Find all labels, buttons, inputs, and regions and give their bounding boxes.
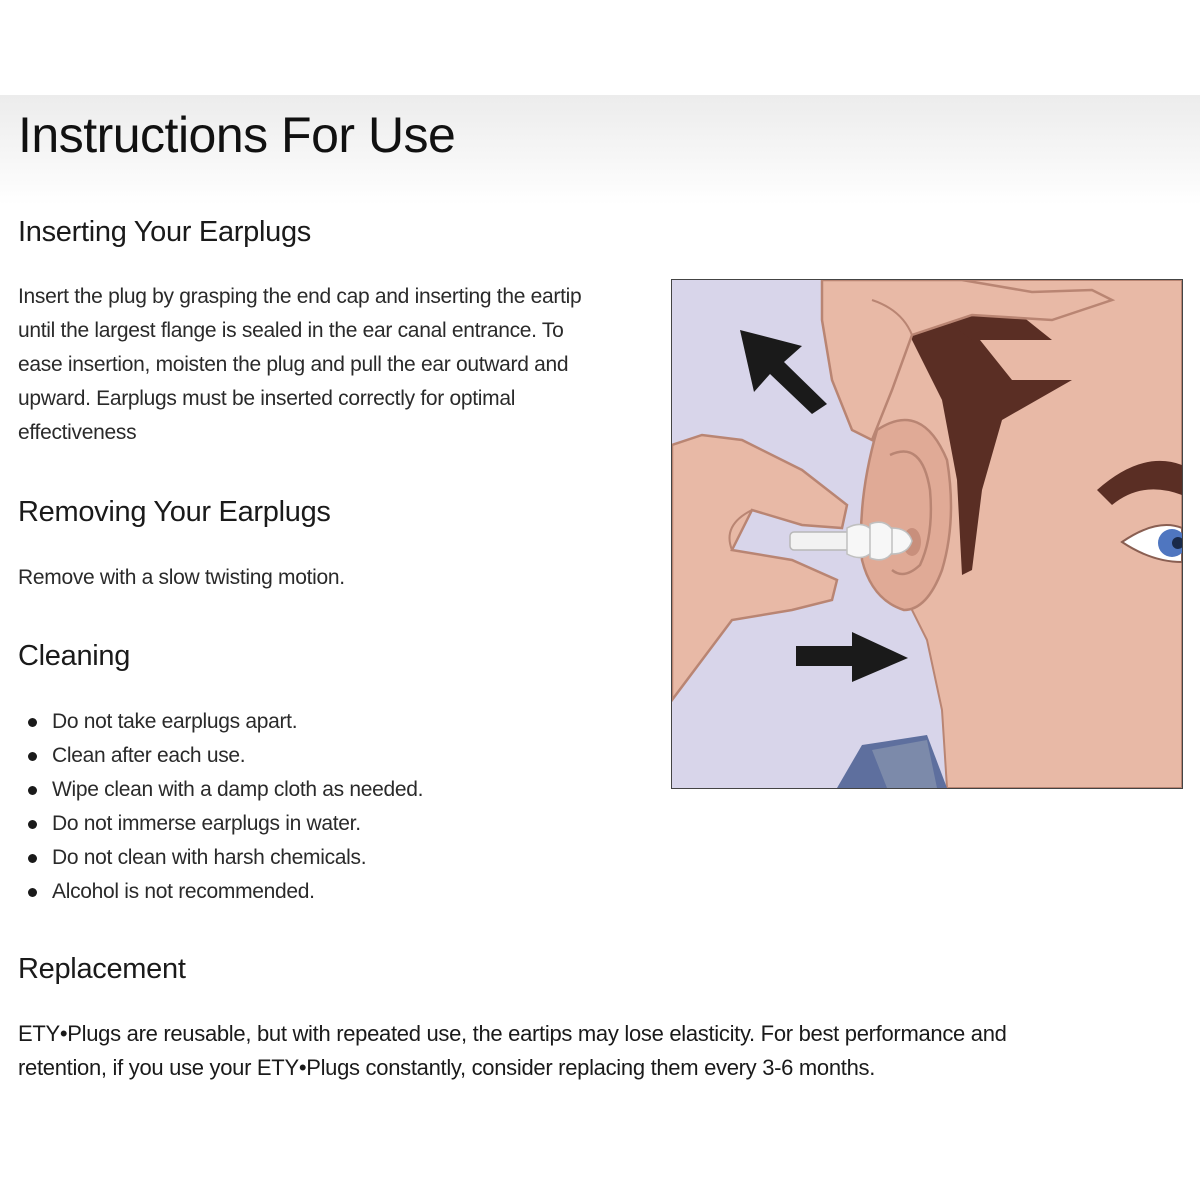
inserting-text — [18, 280, 581, 450]
list-item: Do not immerse earplugs in water. — [18, 807, 423, 841]
illustration-svg — [672, 280, 1182, 788]
ear-outer — [861, 420, 951, 610]
earplug-flange-mid — [870, 522, 894, 560]
inserting-line: upward. Earplugs must be inserted correctly for optimal — [18, 387, 516, 410]
earplug-stem — [790, 532, 850, 550]
earplug-insertion-illustration — [671, 279, 1183, 789]
inserting-line: until the largest flange is sealed in the ear canal entrance. To — [18, 319, 564, 342]
section-heading-cleaning: Cleaning — [18, 640, 131, 672]
section-heading-replacement: Replacement — [18, 953, 186, 985]
section-heading-removing: Removing Your Earplugs — [18, 496, 331, 528]
replacement-text — [18, 1017, 1007, 1085]
page-title: Instructions For Use — [18, 107, 456, 163]
cleaning-list — [18, 705, 423, 909]
list-item: Alcohol is not recommended. — [18, 875, 423, 909]
list-item: Do not clean with harsh chemicals. — [18, 841, 423, 875]
replacement-line: ETY•Plugs are reusable, but with repeated use, the eartips may lose elasticity. For best performance and — [18, 1021, 1007, 1046]
list-item: Clean after each use. — [18, 739, 423, 773]
inserting-line: ease insertion, moisten the plug and pull the ear outward and — [18, 353, 569, 376]
removing-text: Remove with a slow twisting motion. — [18, 566, 345, 589]
list-item: Wipe clean with a damp cloth as needed. — [18, 773, 423, 807]
inserting-line: effectiveness — [18, 421, 137, 444]
replacement-line: retention, if you use your ETY•Plugs constantly, consider replacing them every 3-6 months. — [18, 1055, 876, 1080]
earplug-flange-large — [847, 524, 872, 557]
list-item: Do not take earplugs apart. — [18, 705, 423, 739]
section-heading-inserting: Inserting Your Earplugs — [18, 216, 311, 248]
inserting-line: Insert the plug by grasping the end cap and inserting the eartip — [18, 285, 582, 308]
